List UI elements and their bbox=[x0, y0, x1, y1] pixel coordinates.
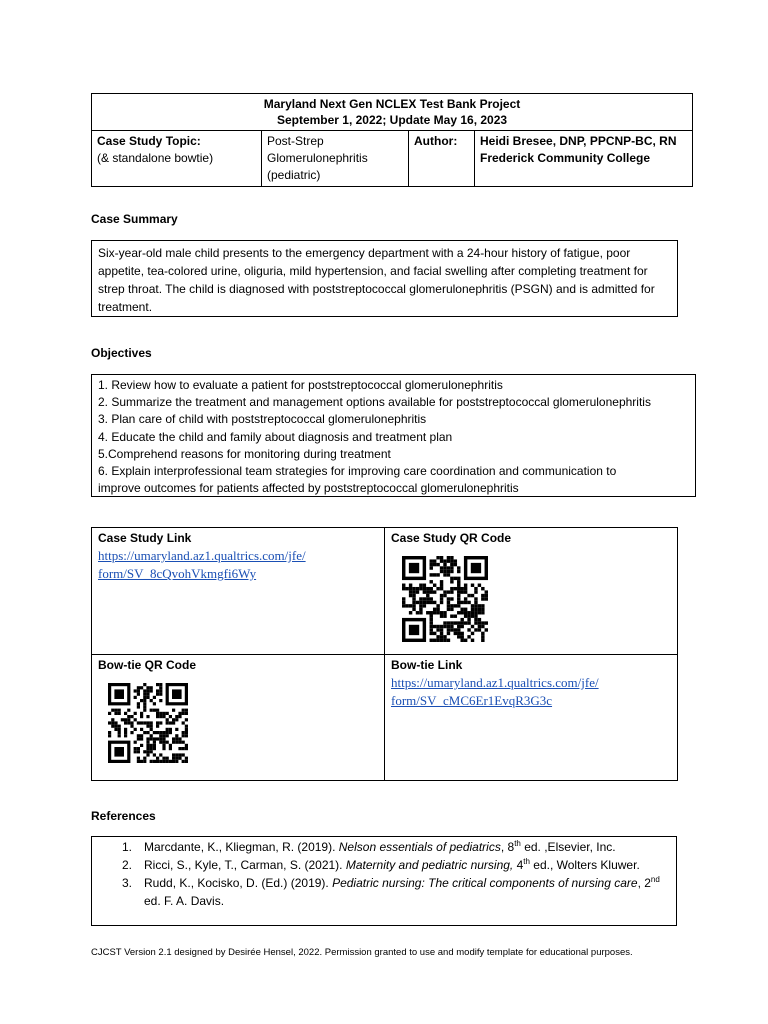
reference-number: 3. bbox=[122, 876, 133, 890]
objectives-box bbox=[91, 374, 696, 497]
case-summary-box bbox=[91, 240, 678, 317]
topic-sublabel: (& standalone bowtie) bbox=[97, 151, 214, 165]
case-study-qr-cell bbox=[385, 528, 678, 655]
bowtie-qr-cell bbox=[92, 655, 385, 781]
case-summary-text: Six-year-old male child presents to the emergency department with a 24-hour history of fatigue, poor appetite, tea-colored urine, oliguria, mild hypertension, and facial swelling after completing treatment for strep throat. The child is diagnosed with poststreptococcal glomerulonephritis (PSGN) and is admitted for treatment. bbox=[98, 246, 655, 314]
reference-publisher: ed. F. A. Davis. bbox=[144, 894, 225, 908]
bowtie-qr-label: Bow-tie QR Code bbox=[98, 658, 196, 672]
case-study-link-label: Case Study Link bbox=[98, 531, 192, 545]
reference-edition: 4 bbox=[513, 858, 524, 872]
bowtie-link-label: Bow-tie Link bbox=[391, 658, 463, 672]
project-date: September 1, 2022; Update May 16, 2023 bbox=[276, 113, 508, 127]
reference-number: 2. bbox=[122, 858, 133, 872]
header-title-cell bbox=[92, 94, 693, 131]
reference-publisher: ed. ,Elsevier, Inc. bbox=[520, 840, 616, 854]
bowtie-qr-code-icon[interactable] bbox=[108, 682, 188, 764]
case-study-link-line2: form/SV_8cQvohVkmgfi6Wy bbox=[98, 566, 257, 581]
topic-value-cell bbox=[262, 131, 409, 187]
topic-value-3: (pediatric) bbox=[267, 168, 321, 182]
bowtie-link-line2: form/SV_cMC6Er1EvqR3G3c bbox=[391, 693, 553, 708]
objective-item: improve outcomes for patients affected by poststreptococcal glomerulonephritis bbox=[98, 481, 519, 496]
topic-value-2: Glomerulonephritis bbox=[267, 151, 368, 165]
reference-title: Pediatric nursing: The critical components of nursing care bbox=[332, 876, 638, 890]
reference-edition-suffix: th bbox=[523, 857, 530, 866]
reference-number: 1. bbox=[122, 840, 133, 854]
case-study-link[interactable] bbox=[98, 547, 378, 583]
footer-text: CJCST Version 2.1 designed by Desirée Hensel, 2022. Permission granted to use and modify template for educational purposes. bbox=[91, 947, 633, 958]
reference-publisher: ed., Wolters Kluwer. bbox=[529, 858, 640, 872]
references-heading: References bbox=[91, 809, 156, 823]
case-summary-heading: Case Summary bbox=[91, 212, 178, 226]
links-table bbox=[91, 527, 678, 781]
bowtie-link-cell bbox=[385, 655, 678, 781]
reference-authors: Rudd, K., Kocisko, D. (Ed.) (2019). bbox=[144, 876, 333, 890]
reference-authors: Ricci, S., Kyle, T., Carman, S. (2021). bbox=[144, 858, 346, 872]
objective-item: 1. Review how to evaluate a patient for poststreptococcal glomerulonephritis bbox=[98, 378, 503, 392]
reference-edition-suffix: th bbox=[514, 839, 521, 848]
reference-title: Maternity and pediatric nursing, bbox=[345, 858, 514, 872]
reference-edition: , 2 bbox=[637, 876, 651, 890]
objective-item: 3. Plan care of child with poststreptococcal glomerulonephritis bbox=[98, 412, 427, 427]
case-study-qr-code-icon[interactable] bbox=[402, 556, 488, 642]
author-value-cell bbox=[475, 131, 693, 187]
reference-edition-suffix: nd bbox=[650, 875, 660, 884]
reference-title: Nelson essentials of pediatrics bbox=[338, 840, 501, 854]
objective-item: 2. Summarize the treatment and management options available for poststreptococcal glomerulonephritis bbox=[98, 395, 651, 410]
objective-item: 6. Explain interprofessional team strategies for improving care coordination and communication to bbox=[98, 464, 617, 479]
case-study-link-line1: https://umaryland.az1.qualtrics.com/jfe/ bbox=[98, 548, 306, 563]
topic-value-1: Post-Strep bbox=[267, 134, 324, 148]
header-table bbox=[91, 93, 693, 187]
case-study-link-cell bbox=[92, 528, 385, 655]
reference-edition: , 8 bbox=[500, 840, 515, 854]
reference-authors: Marcdante, K., Kliegman, R. (2019). bbox=[144, 840, 339, 854]
objectives-heading: Objectives bbox=[91, 346, 152, 360]
references-box bbox=[91, 836, 677, 926]
bowtie-link-line1: https://umaryland.az1.qualtrics.com/jfe/ bbox=[391, 675, 599, 690]
bowtie-link[interactable] bbox=[391, 674, 671, 710]
objective-item: 4. Educate the child and family about diagnosis and treatment plan bbox=[98, 429, 453, 444]
author-label: Author: bbox=[409, 131, 475, 187]
topic-label: Case Study Topic: bbox=[97, 134, 201, 148]
author-institution: Frederick Community College bbox=[480, 151, 651, 165]
topic-label-cell bbox=[92, 131, 262, 187]
objective-item: 5.Comprehend reasons for monitoring during treatment bbox=[98, 446, 391, 461]
case-study-qr-label: Case Study QR Code bbox=[391, 531, 512, 545]
author-name: Heidi Bresee, DNP, PPCNP-BC, RN bbox=[480, 134, 677, 148]
project-title: Maryland Next Gen NCLEX Test Bank Project bbox=[263, 97, 521, 111]
